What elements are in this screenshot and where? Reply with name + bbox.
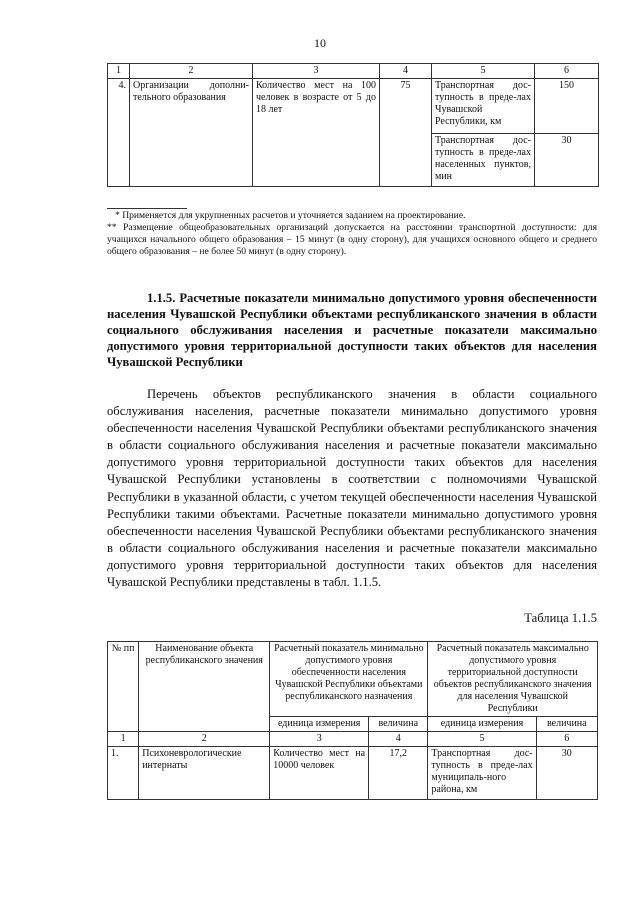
header-min-level: Расчетный показатель минимально допустимого уровня обеспеченности населения Чувашской Республики объектами республиканского назначения: [270, 642, 428, 717]
table-row: [108, 79, 599, 134]
social-services-table: [107, 641, 598, 800]
header-unit-1: единица измерения: [270, 717, 369, 732]
header-value-1: величина: [369, 717, 428, 732]
footnote-divider: [107, 208, 187, 209]
header-num-3: 3: [253, 64, 380, 79]
header-num-5: 5: [432, 64, 535, 79]
row-value: 75: [380, 79, 432, 187]
header-num-4: 4: [369, 732, 428, 747]
table-header: [108, 642, 598, 717]
row-name: Психоневрологические интернаты: [139, 747, 270, 800]
header-num-6: 6: [535, 64, 599, 79]
table-header-numbers: [108, 732, 598, 747]
table-row: [108, 747, 598, 800]
row-num: 4.: [108, 79, 130, 187]
header-num-4: 4: [380, 64, 432, 79]
table-header-numbers: [108, 64, 599, 79]
access-value-2: 30: [535, 134, 599, 187]
header-num-6: 6: [536, 732, 597, 747]
row-value: 17,2: [369, 747, 428, 800]
footnote-2: ** Размещение общеобразовательных организаций допускается на расстоянии транспортной доступности: для учащихся начального общего образования – 15 минут (в одну сторону), для учащихся основного общего и среднего общего образования – не более 50 минут (в одну сторону).: [107, 222, 597, 257]
header-name: Наименование объекта республиканского значения: [139, 642, 270, 732]
header-num-3: 3: [270, 732, 369, 747]
body-paragraph: Перечень объектов республиканского значения в области социального обслуживания населения, расчетные показатели минимально допустимого уровня обеспеченности населения Чувашской Республики объектами республиканского значения в области социального обслуживания населения и расчетные показатели максимально допустимого уровня территориальной доступности таких объектов для населения Чувашской Республики установлены в соответствии с полномочиями Чувашской Республики в указанной области, с учетом текущей обеспеченности населения Чувашской Республики такими объектами. Расчетные показатели минимально допустимого уровня обеспеченности населения Чувашской Республики объектами республиканского значения в области социального обслуживания населения и расчетные показатели максимально допустимого уровня территориальной доступности таких объектов для населения Чувашской Республики представлены в табл. 1.1.5.: [107, 387, 597, 590]
footnotes: [107, 210, 597, 258]
table-caption: Таблица 1.1.5: [524, 611, 597, 625]
header-num-2: 2: [139, 732, 270, 747]
row-access-value: 30: [536, 747, 597, 800]
row-indicator: Количество мест на 100 человек в возрасте от 5 до 18 лет: [253, 79, 380, 187]
access-value-1: 150: [535, 79, 599, 134]
row-indicator: Количество мест на 10000 человек: [270, 747, 369, 800]
header-max-access: Расчетный показатель максимально допустимого уровня территориальной доступности объектов республиканского значения для населения Чувашской Республики: [428, 642, 598, 717]
row-num: 1.: [108, 747, 139, 800]
access-text-1: Транспортная дос-тупность в преде-лах Чувашской Республики, км: [432, 79, 535, 134]
access-text-2: Транспортная дос-тупность в преде-лах населенных пунктов, мин: [432, 134, 535, 187]
header-num-2: 2: [130, 64, 253, 79]
header-num-1: 1: [108, 64, 130, 79]
header-num: № пп: [108, 642, 139, 732]
table-bottom-spacer: [108, 187, 599, 204]
header-num-1: 1: [108, 732, 139, 747]
section-heading: 1.1.5. Расчетные показатели минимально допустимого уровня обеспеченности населения Чувашской Республики объектами республиканского значения в области социального обслуживания населения и расчетные показатели максимально допустимого уровня территориальной доступности таких объектов для населения Чувашской Республики: [107, 291, 597, 369]
header-value-2: величина: [536, 717, 597, 732]
header-unit-2: единица измерения: [428, 717, 536, 732]
row-access-text: Транспортная дос-тупность в преде-лах муниципаль-ного района, км: [428, 747, 536, 800]
row-name: Организации дополни-тельного образования: [130, 79, 253, 187]
header-num-5: 5: [428, 732, 536, 747]
education-table-continued: [107, 63, 599, 203]
page-number: 10: [314, 36, 326, 50]
footnote-1: * Применяется для укрупненных расчетов и уточняется заданием на проектирование.: [115, 210, 466, 221]
